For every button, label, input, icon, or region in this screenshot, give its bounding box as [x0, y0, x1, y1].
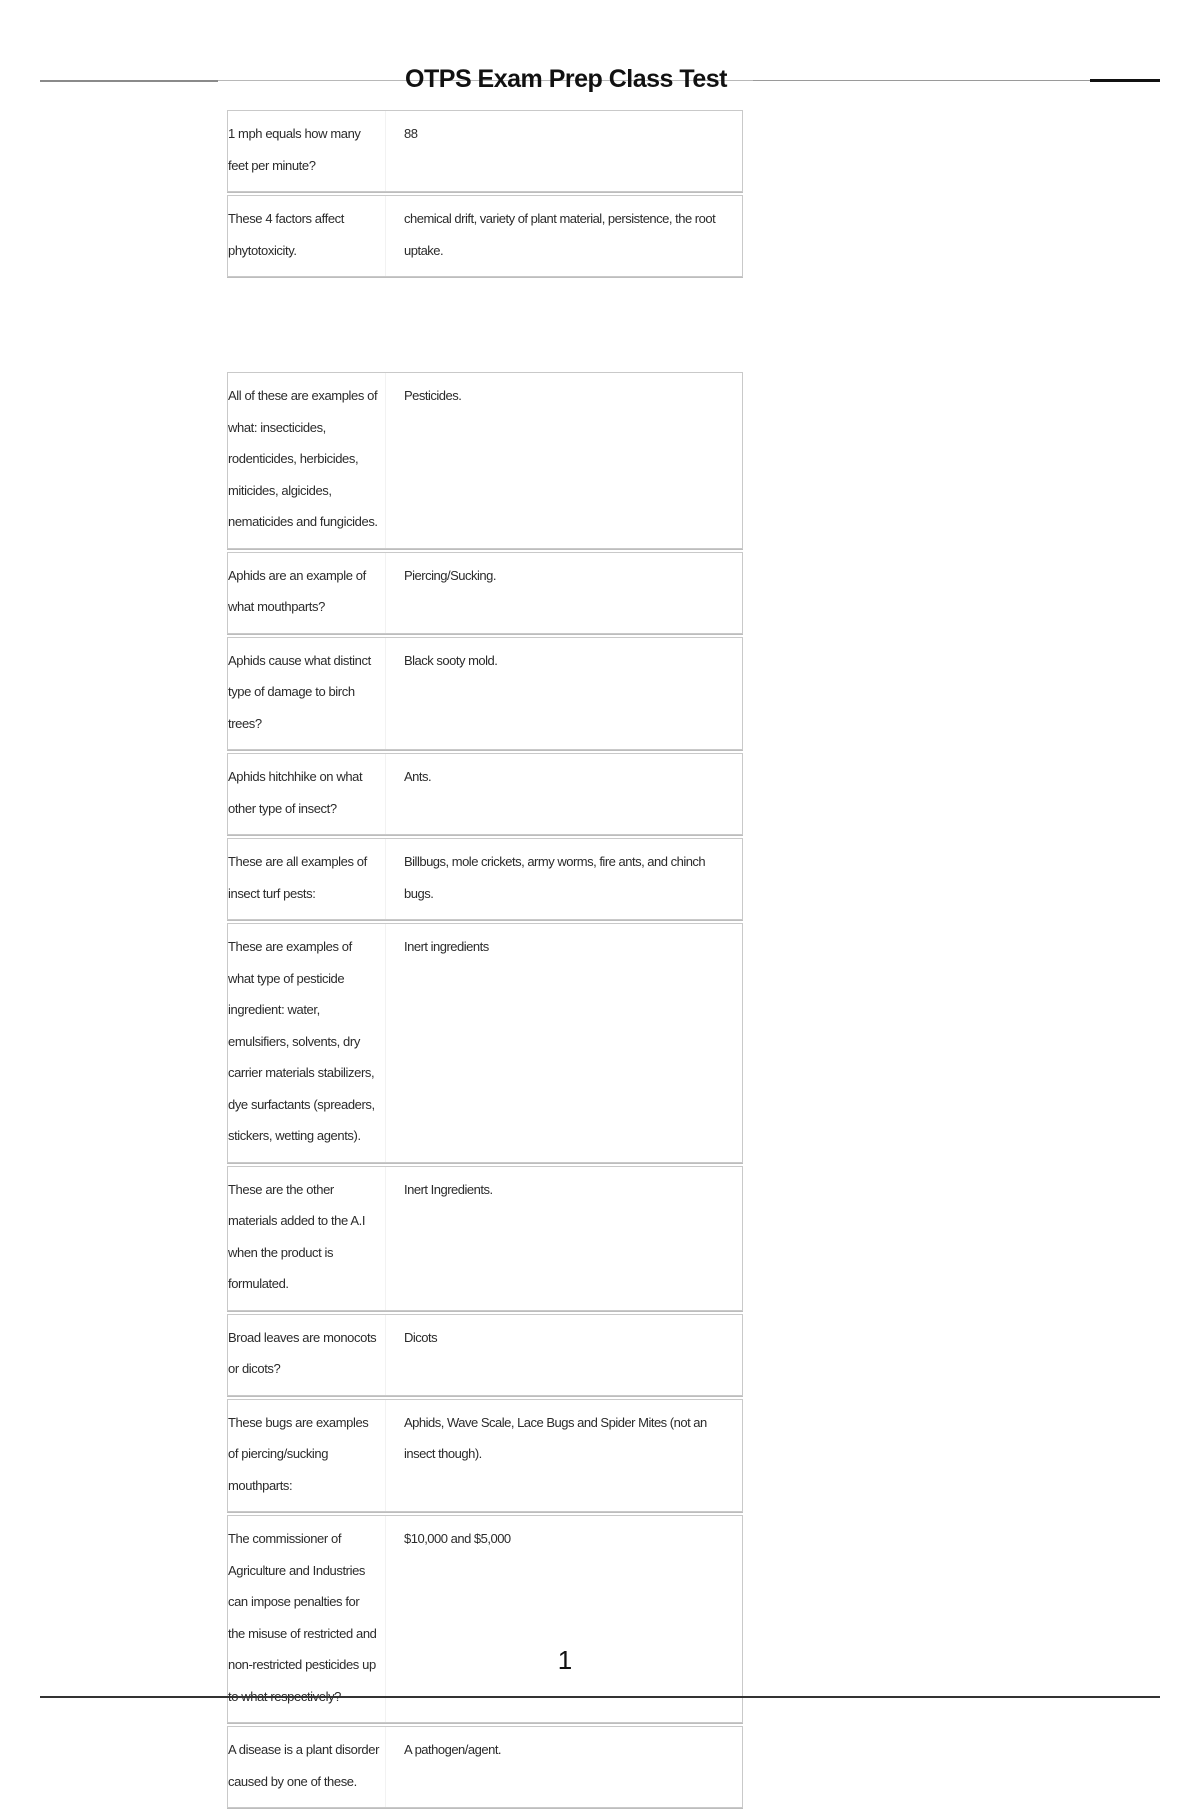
definition-cell: Piercing/Sucking. — [404, 567, 496, 583]
definition-cell: Ants. — [404, 769, 432, 784]
table-row — [227, 195, 743, 277]
term-cell: Aphids are an example of what mouthparts? — [228, 553, 386, 633]
table-row — [227, 838, 743, 920]
term-cell: All of these are examples of what: insecticides, rodenticides, herbicides, miticides, algicides, nematicides and fungicides. — [228, 373, 386, 548]
table-row — [227, 1314, 743, 1396]
table-row — [227, 1726, 743, 1808]
definition-cell: Inert Ingredients. — [404, 1181, 493, 1197]
term-cell: A disease is a plant disorder caused by one of these. — [228, 1727, 386, 1807]
table-row — [227, 1399, 743, 1513]
flashcard-table-top — [227, 110, 743, 280]
term-cell: These are the other materials added to the A.I when the product is formulated. — [228, 1167, 386, 1310]
header-rule-accent — [1090, 79, 1160, 82]
table-row — [227, 372, 743, 549]
term-cell: These bugs are examples of piercing/sucking mouthparts: — [228, 1400, 386, 1512]
term-cell: Aphids hitchhike on what other type of insect? — [228, 754, 386, 834]
definition-cell: 88 — [404, 126, 418, 141]
term-cell: These 4 factors affect phytotoxicity. — [228, 196, 386, 276]
definition-cell: Aphids, Wave Scale, Lace Bugs and Spider Mites (not an insect though). — [404, 1414, 707, 1461]
table-row — [227, 923, 743, 1163]
table-row — [227, 1166, 743, 1311]
definition-cell: chemical drift, variety of plant material, persistence, the root uptake. — [404, 211, 716, 258]
definition-cell: $10,000 and $5,000 — [404, 1531, 511, 1546]
footer-rule — [40, 1696, 1160, 1698]
term-cell: These are all examples of insect turf pests: — [228, 839, 386, 919]
flashcard-table-main — [227, 372, 743, 1811]
header-rule — [40, 80, 218, 82]
definition-cell: A pathogen/agent. — [404, 1742, 502, 1757]
definition-cell: Billbugs, mole crickets, army worms, fire ants, and chinch bugs. — [404, 854, 706, 901]
table-row — [227, 110, 743, 192]
table-row — [227, 753, 743, 835]
table-row — [227, 637, 743, 751]
table-row — [227, 1515, 743, 1723]
term-cell: The commissioner of Agriculture and Industries can impose penalties for the misuse of restricted and non-restricted pesticides up to what respectively? — [228, 1516, 386, 1722]
page-title: OTPS Exam Prep Class Test — [405, 65, 727, 93]
page-number: 1 — [557, 1645, 573, 1675]
definition-cell: Inert ingredients — [404, 939, 489, 954]
table-row — [227, 552, 743, 634]
term-cell: Broad leaves are monocots or dicots? — [228, 1315, 386, 1395]
definition-cell: Dicots — [404, 1329, 438, 1345]
term-cell: 1 mph equals how many feet per minute? — [228, 111, 386, 191]
definition-cell: Pesticides. — [404, 388, 462, 403]
definition-cell: Black sooty mold. — [404, 652, 498, 668]
term-cell: Aphids cause what distinct type of damage to birch trees? — [228, 638, 386, 750]
term-cell: These are examples of what type of pesticide ingredient: water, emulsifiers, solvents, dry carrier materials stabilizers, dye surfactants (spreaders, stickers, wetting agents). — [228, 924, 386, 1162]
